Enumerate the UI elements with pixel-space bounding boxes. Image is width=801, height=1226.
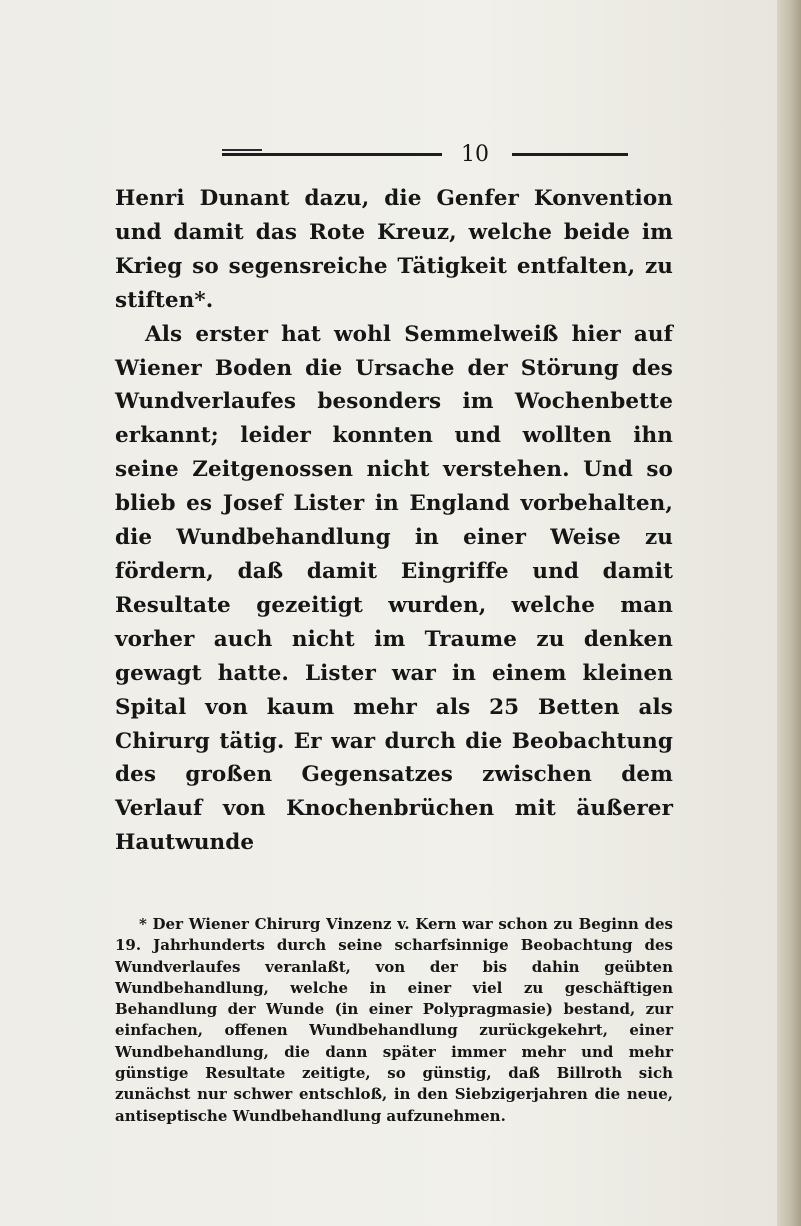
footnote-text: * Der Wiener Chirurg Vinzenz v. Kern war schon zu Beginn des 19. Jahrhunderts durch seine scharfsinnige Beobachtung des Wundverlaufes veranlaßt, von der bis dahin geübten Wundbehandlung, welche in einer viel zu geschäftigen Behandlung der Wunde (in einer Polypragmasie) bestand, zur einfachen, offenen Wundbehandlung zurückgekehrt, einer Wundbehandlung, die dann später immer mehr und mehr günstige Resultate zeitigte, so günstig, daß Billroth sich zunächst nur schwer entschloß, in den Siebzigerjahren die neue, antiseptische Wundbehandlung aufzunehmen. (115, 915, 673, 1125)
body-text (115, 182, 673, 860)
paragraph-continuation: Henri Dunant dazu, die Genfer Konvention und damit das Rote Kreuz, welche beide im Krieg so segensreiche Tätigkeit entfalten, zu stiften*. (115, 186, 673, 313)
paragraph-semmelweiss-lister: Als erster hat wohl Semmelweiß hier auf Wiener Boden die Ursache der Störung des Wundverlaufes besonders im Wochenbette erkannt; leider konnten und wollten ihn seine Zeitgenossen nicht verstehen. Und so blieb es Josef Lister in England vorbehalten, die Wundbehandlung in einer Weise zu fördern, daß damit Eingriffe und damit Resultate gezeitigt wurden, welche man vorher auch nicht im Traume zu denken gewagt hatte. Lister war in einem kleinen Spital von kaum mehr als 25 Betten als Chirurg tätig. Er war durch die Beobachtung des großen Gegensatzes zwischen dem Verlauf von Knochenbrüchen mit äußerer Hautwunde (115, 321, 673, 856)
header-rule-right (512, 153, 628, 156)
header-rule-left (222, 153, 442, 156)
page-number: 10 (461, 142, 489, 167)
footnote (115, 914, 673, 1127)
page-edge (777, 0, 801, 1226)
header-rule-thin (222, 149, 262, 151)
page-header (222, 140, 628, 174)
